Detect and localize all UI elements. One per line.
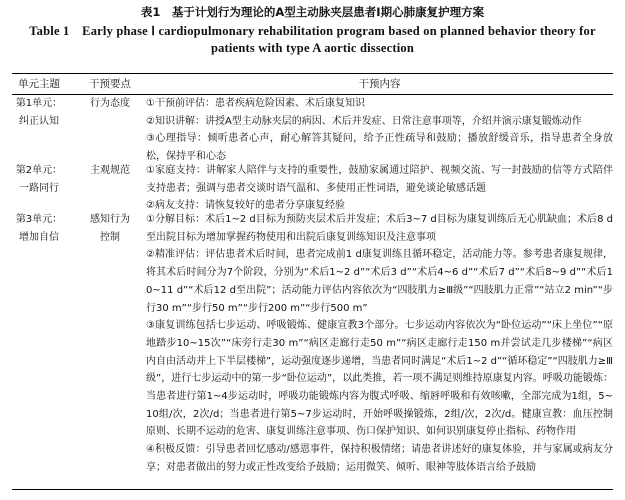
row-3-unit-line-1: 第3单元： [15,214,63,225]
header-unit: 单元主题 [18,78,60,90]
top-rule [12,73,613,74]
row-3-point-line-1: 感知行为 [90,214,130,225]
list-item: ②精准评估：评估患者术后时间，患者完成前1 d康复训练且循环稳定，活动能力等。参考患者康复规律，将其术后时间分为7个阶段，分别为“术后1~2 d”“术后3 d”“术后4~6 d”“术后7 d”“术后8~9 d”“术后10~11 d”“术后12 d至出院”；活动能力评估内容依次为“四肢肌力≥Ⅲ级”“四肢肌力正常”“站立2 min”“步行30 m”“步行50 m”“步行200 m”“步行500 m” [146,249,613,314]
row-1-content [146,95,613,166]
list-item: ②知识讲解：讲授A型主动脉夹层的病因、术后并发症、日常注意事项等，介绍并演示康复锻炼动作 [146,115,582,127]
header-content: 干预内容 [358,78,401,90]
list-item: ①分解目标：术后1~2 d目标为预防夹层术后并发症；术后3~7 d目标为康复训练后无心肌缺血；术后8 d至出院目标为增加掌握药物使用和出院后康复训练知识及注意事项 [146,214,613,243]
row-2-unit-line-2: 一路同行 [19,182,59,194]
list-item: ③康复训练包括七步运动、呼吸锻炼、健康宣教3个部分。七步运动内容依次为“卧位运动”“床上坐位”“原地踏步10~15次”“床旁行走30 m”“病区走廊行走50 m”“病区走廊行走150 m并尝试走几步楼梯”“病区内自由活动并上下半层楼梯”，运动强度逐步递增，当患者同时满足“术后1~2 d”“循环稳定”“四肢肌力≥Ⅲ级”，进行七步运动中的第一步“卧位运动”，以此类推，若一项不满足则维持原康复内容。呼吸功能锻炼：当患者进行第1~4步运动时，呼吸功能锻炼内容为腹式呼吸、缩唇呼吸和有效咳嗽，全部完成为1组，5~10组/次，2次/d；当患者进行第5~7步运动时，开始呼吸操锻炼，2组/次，2次/d。健康宣教：血压控制原则、长期不运动的危害、康复训练注意事项、伤口保护知识、如何识别康复停止指标、药物作用 [146,320,613,438]
table-title-chinese: 表1 基于计划行为理论的A型主动脉夹层患者Ⅰ期心肺康复护理方案 [140,5,485,19]
row-1-unit-line-1: 第1单元： [15,98,63,109]
bottom-rule [12,489,613,490]
row-3-content [146,211,613,477]
list-item: ④积极反馈：引导患者回忆感动/感恩事件，保持积极情绪；请患者讲述好的康复体验，并与家属或病友分享；对患者做出的努力或正性改变给予鼓励；运用微笑、倾听、眼神等肢体语言给予鼓励 [146,444,613,473]
row-2-unit [12,162,66,197]
row-1-unit [12,95,66,130]
list-item: ①家庭支持：讲解家人陪伴与支持的重要性，鼓励家属通过陪护、视频交流、写一封鼓励的信等方式陪伴支持患者；强调与患者交谈时语气温和、多使用正性词语，避免谈论敏感话题 [146,165,613,194]
header-point: 干预要点 [89,78,131,90]
row-2-unit-line-1: 第2单元： [15,165,63,176]
row-1-point: 行为态度 [90,98,130,109]
row-3-point [80,211,140,246]
row-3-point-line-2: 控制 [100,231,120,243]
row-1-unit-line-2: 纠正认知 [19,115,59,127]
row-2-content [146,162,613,215]
row-3-unit-line-2: 增加自信 [19,231,59,243]
row-3-unit [12,211,66,246]
list-item: ①干预前评估：患者疾病危险因素、术后康复知识 [146,98,365,109]
list-item: ②病友支持：请恢复较好的患者分享康复经验 [146,200,345,212]
list-item: ③心理指导：倾听患者心声，耐心解答其疑问，给予正性疏导和鼓励；播放舒缓音乐，指导患者全身放松，保持平和心态 [146,133,613,163]
table-title-english: Table 1 Early phase Ⅰ cardiopulmonary rehabilitation program based on planned behavior theory for patients with type A aortic dissection [29,24,596,55]
row-2-point: 主观规范 [90,165,130,176]
